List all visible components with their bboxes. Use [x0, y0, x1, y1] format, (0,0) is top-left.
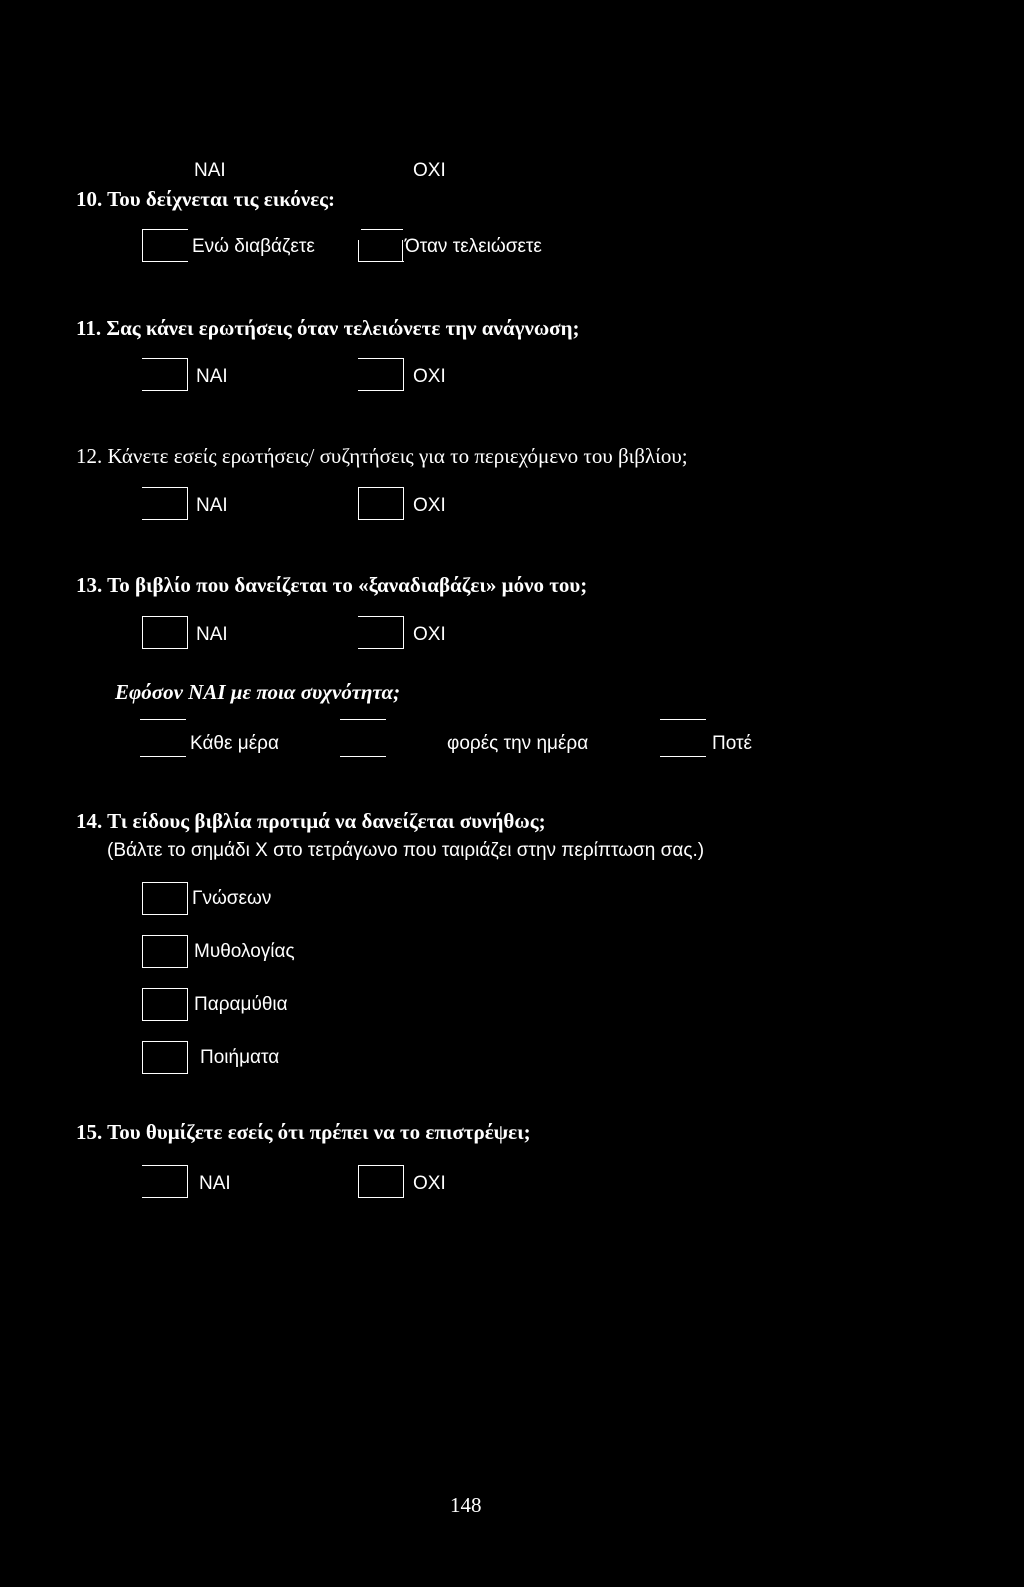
option-never: Ποτέ	[712, 733, 752, 754]
checkbox-q15-no[interactable]	[358, 1165, 404, 1198]
option-q12-no: ΟΧΙ	[413, 495, 446, 516]
question-11: 11. Σας κάνει ερωτήσεις όταν τελειώνετε την ανάγνωση;	[76, 316, 580, 340]
page-number: 148	[450, 1493, 482, 1517]
option-mythology: Μυθολογίας	[194, 941, 295, 962]
checkbox-q12-no[interactable]	[358, 487, 404, 520]
option-q11-yes: ΝΑΙ	[196, 366, 228, 387]
checkbox-q11-no[interactable]	[358, 358, 404, 391]
checkbox-right-edge	[402, 240, 403, 262]
option-times-per-day: φορές την ημέρα	[447, 733, 589, 754]
freq-daily-top	[140, 719, 186, 720]
checkbox-q13-no[interactable]	[358, 616, 404, 649]
question-10: 10. Του δείχνεται τις εικόνες:	[76, 187, 336, 211]
option-q15-no: ΟΧΙ	[413, 1173, 446, 1194]
header-no-label: ΟΧΙ	[413, 160, 446, 181]
checkbox-q15-yes[interactable]	[142, 1165, 188, 1198]
freq-daily-bottom[interactable]	[140, 756, 186, 757]
checkbox-mythology[interactable]	[142, 935, 188, 968]
option-poems: Ποιήματα	[200, 1047, 280, 1068]
checkbox-q11-yes[interactable]	[142, 358, 188, 391]
option-every-day: Κάθε μέρα	[190, 733, 279, 754]
option-q11-no: ΟΧΙ	[413, 366, 446, 387]
freq-times-top	[340, 719, 386, 720]
option-q13-no: ΟΧΙ	[413, 624, 446, 645]
checkbox-while-reading[interactable]	[142, 229, 188, 262]
option-knowledge: Γνώσεων	[192, 888, 272, 909]
freq-never-bottom[interactable]	[660, 756, 706, 757]
option-q15-yes: ΝΑΙ	[199, 1173, 231, 1194]
instruction-14: (Βάλτε το σημάδι Χ στο τετράγωνο που ταιριάζει στην περίπτωση σας.)	[107, 840, 705, 861]
option-after-reading: Όταν τελειώσετε	[405, 236, 542, 257]
checkbox-knowledge[interactable]	[142, 882, 188, 915]
option-fairy-tales: Παραμύθια	[194, 994, 288, 1015]
question-13: 13. Το βιβλίο που δανείζεται το «ξαναδιαβάζει» μόνο του;	[76, 573, 588, 597]
frequency-question: Εφόσον ΝΑΙ με ποια συχνότητα;	[115, 680, 401, 704]
checkbox-fairy-tales[interactable]	[142, 988, 188, 1021]
checkbox-after-reading[interactable]	[358, 240, 404, 262]
checkbox-q13-yes[interactable]	[142, 616, 188, 649]
question-12: 12. Κάνετε εσείς ερωτήσεις/ συζητήσεις για το περιεχόμενο του βιβλίου;	[76, 444, 688, 468]
question-15: 15. Του θυμίζετε εσείς ότι πρέπει να το επιστρέψει;	[76, 1120, 531, 1144]
checkbox-poems[interactable]	[142, 1041, 188, 1074]
question-14: 14. Τι είδους βιβλία προτιμά να δανείζεται συνήθως;	[76, 809, 546, 833]
freq-never-top	[660, 719, 706, 720]
option-while-reading: Ενώ διαβάζετε	[192, 236, 315, 257]
header-yes-label: ΝΑΙ	[194, 160, 226, 181]
freq-times-bottom[interactable]	[340, 756, 386, 757]
checkbox-top-edge	[361, 229, 403, 230]
checkbox-q12-yes[interactable]	[142, 487, 188, 520]
option-q13-yes: ΝΑΙ	[196, 624, 228, 645]
option-q12-yes: ΝΑΙ	[196, 495, 228, 516]
